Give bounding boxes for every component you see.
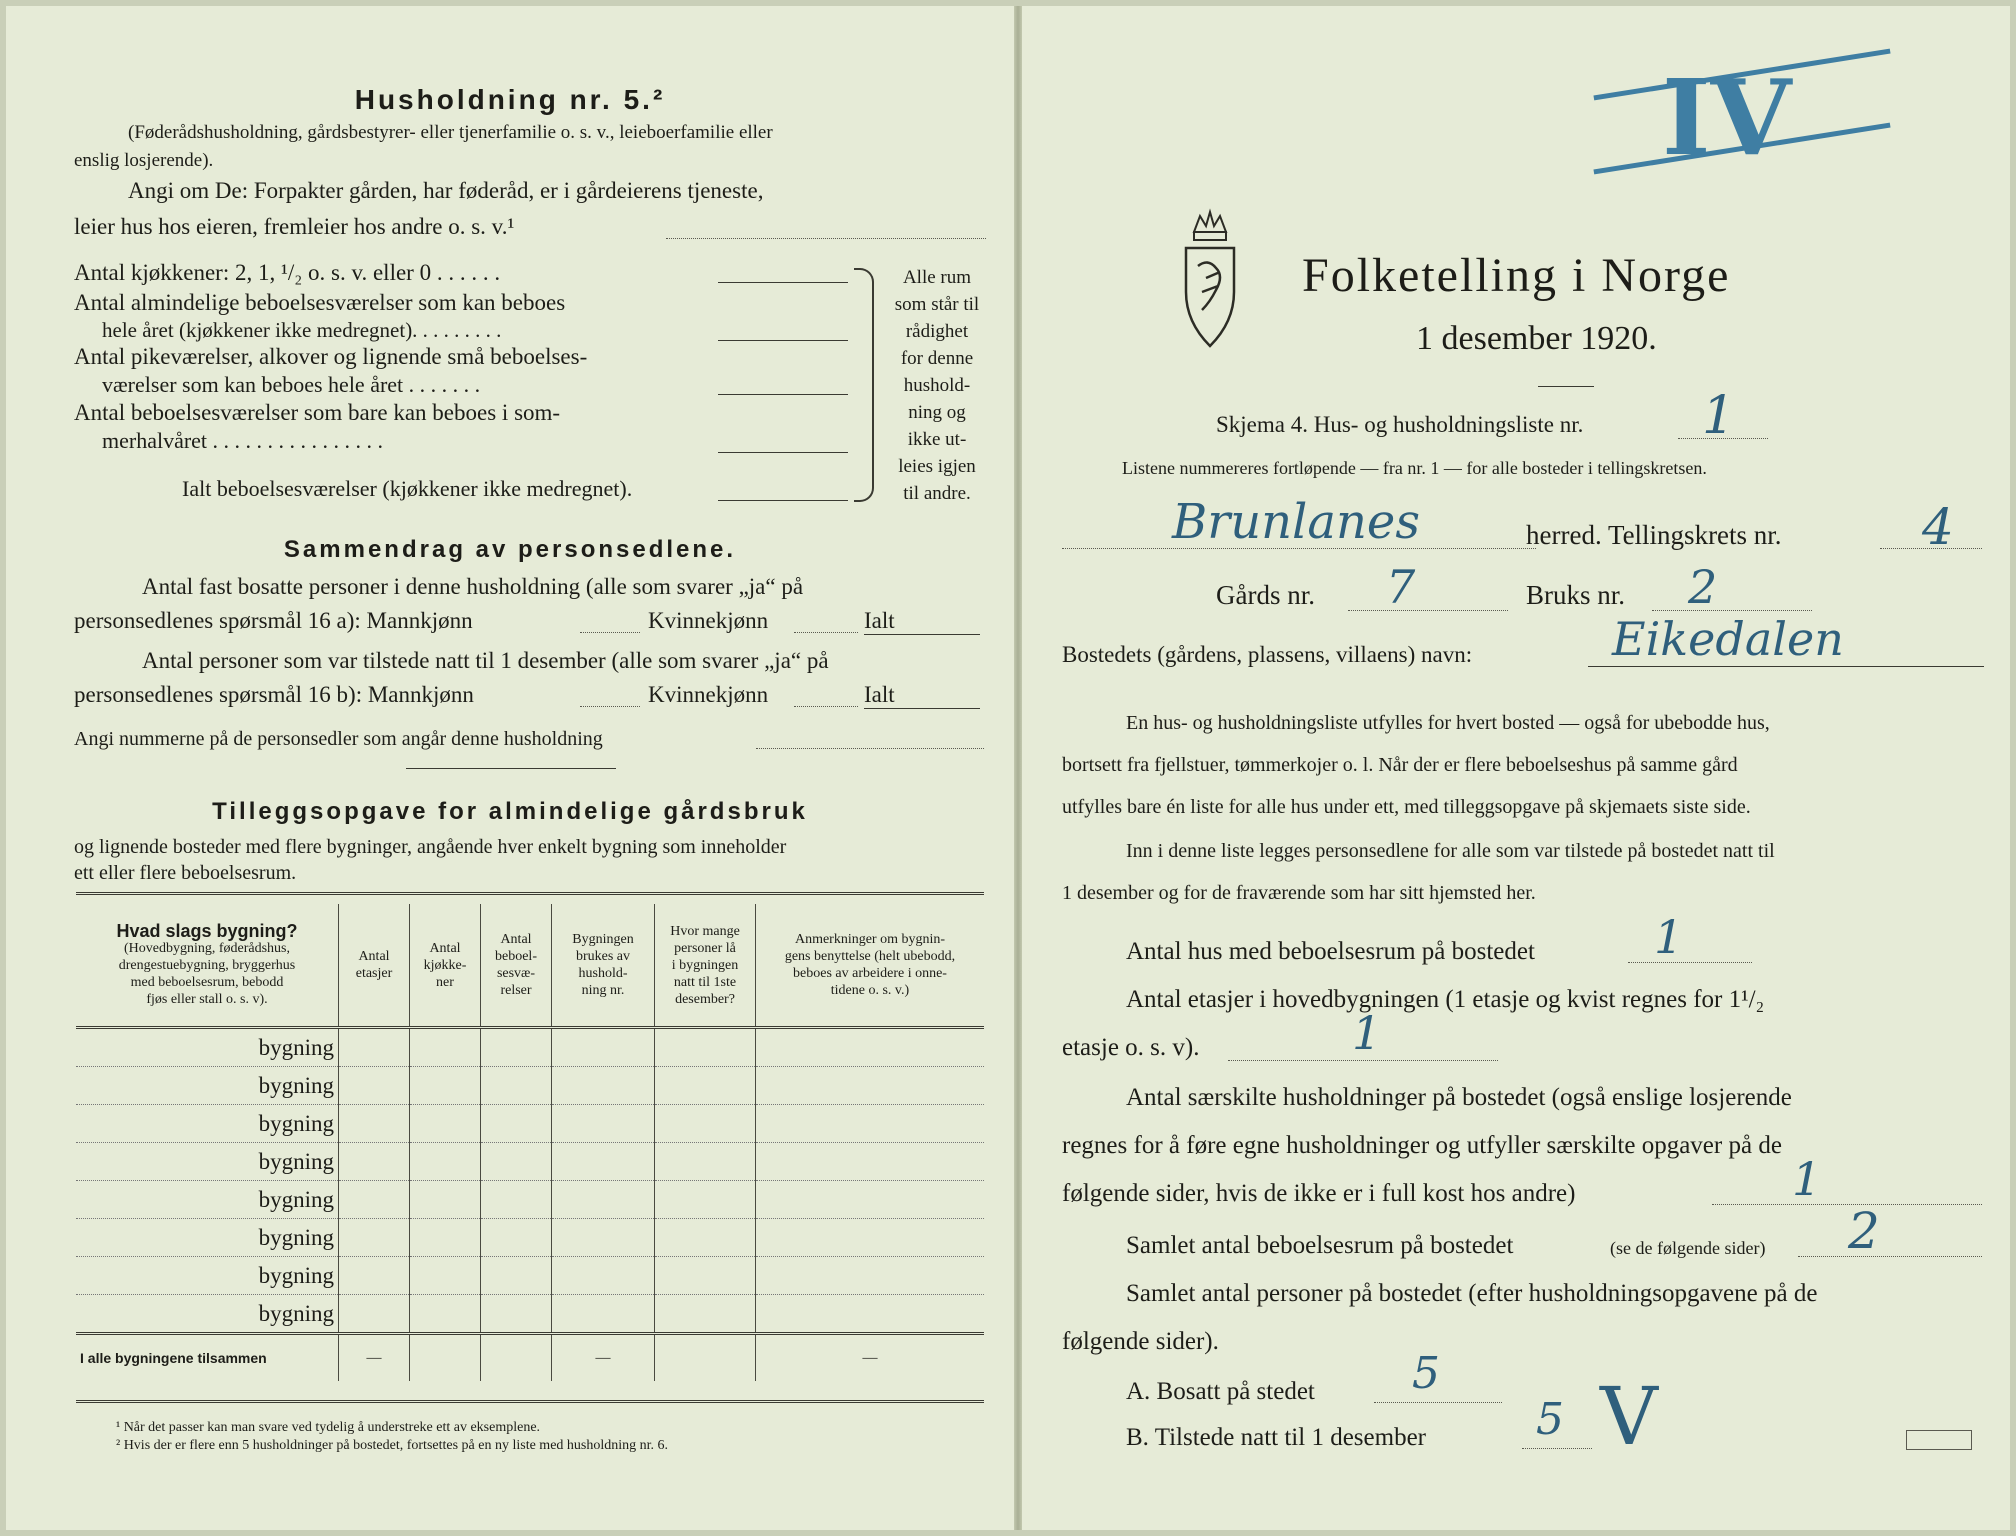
q-present-line[interactable] bbox=[1522, 1448, 1592, 1449]
herred-label: herred. Tellingskrets nr. bbox=[1526, 520, 1782, 550]
table-top-rule bbox=[76, 892, 984, 895]
supplement-text-2: ett eller flere beboelsesrum. bbox=[74, 862, 297, 884]
brace-note-line: for denne bbox=[900, 348, 974, 369]
table-cell[interactable] bbox=[481, 1295, 552, 1334]
building-type-cell[interactable] bbox=[76, 1067, 339, 1105]
q-rooms-line[interactable] bbox=[1798, 1256, 1982, 1257]
table-cell[interactable] bbox=[410, 1028, 481, 1067]
bosted-label: Bostedets (gårdens, plassens, villaens) navn: bbox=[1062, 642, 1473, 667]
summary-numbers-label: Angi nummerne på de personsedler som angår denne husholdning bbox=[74, 728, 603, 750]
table-cell[interactable] bbox=[410, 1067, 481, 1105]
summary-men-label-2: personsedlenes spørsmål 16 b): Mannkjønn bbox=[74, 682, 474, 707]
table-cell[interactable] bbox=[481, 1219, 552, 1257]
table-cell[interactable] bbox=[655, 1257, 756, 1295]
table-cell[interactable] bbox=[339, 1105, 410, 1143]
building-type-cell[interactable] bbox=[76, 1219, 339, 1257]
herred-value[interactable]: Brunlanes bbox=[1172, 494, 1420, 550]
building-row-label: bygning bbox=[258, 1034, 334, 1060]
q-rooms-value[interactable]: 2 bbox=[1848, 1202, 1880, 1260]
rooms-summer: Antal beboelsesværelser som bare kan beboes i som- bbox=[74, 400, 561, 425]
table-cell[interactable] bbox=[552, 1028, 655, 1067]
building-row-label: bygning bbox=[258, 1262, 334, 1288]
q-households-line-3: følgende sider, hvis de ikke er i full kost hos andre) bbox=[1062, 1180, 1576, 1207]
building-row-label: bygning bbox=[258, 1300, 334, 1326]
instruction-line-4: Inn i denne liste legges personsedlene for alle som var tilstede på bostedet natt til bbox=[1126, 840, 1775, 862]
brace bbox=[854, 268, 874, 502]
instruction-line-5: 1 desember og for de fraværende som har sitt hjemsted her. bbox=[1062, 882, 1536, 904]
q-resident-label: A. Bosatt på stedet bbox=[1126, 1378, 1315, 1405]
table-cell[interactable] bbox=[756, 1143, 985, 1181]
answer-line-maid[interactable] bbox=[718, 394, 848, 395]
census-date: 1 desember 1920. bbox=[1416, 320, 1657, 357]
table-cell[interactable] bbox=[481, 1257, 552, 1295]
table-cell[interactable] bbox=[552, 1105, 655, 1143]
table-cell[interactable] bbox=[552, 1067, 655, 1105]
header-text: gens benyttelse (helt ubebodd, bbox=[784, 949, 956, 964]
summary-ialt-line-2[interactable] bbox=[864, 708, 980, 709]
table-cell[interactable] bbox=[655, 1105, 756, 1143]
table-cell[interactable] bbox=[481, 1028, 552, 1067]
header-text: ner bbox=[436, 974, 454, 990]
table-cell[interactable] bbox=[655, 1067, 756, 1105]
building-row-label: bygning bbox=[258, 1148, 334, 1174]
col-header-used-by bbox=[552, 904, 655, 1028]
brace-note-line: leies igjen bbox=[898, 456, 976, 477]
brace-note-line: rådighet bbox=[905, 321, 969, 342]
q-houses-label: Antal hus med beboelsesrum på bostedet bbox=[1126, 938, 1535, 965]
table-cell[interactable] bbox=[655, 1143, 756, 1181]
rooms-summer-cont: merhalvåret . . . . . . . . . . . . . . . . bbox=[102, 428, 384, 453]
table-row bbox=[76, 1067, 984, 1105]
header-text: drengestuebygning, bryggerhus bbox=[118, 957, 296, 973]
total-cell[interactable]: — bbox=[552, 1334, 655, 1382]
summary-ialt-line[interactable] bbox=[864, 634, 980, 635]
rooms-ordinary-cont: hele året (kjøkkener ikke medregnet). . . . . . . . . bbox=[102, 318, 502, 342]
table-cell[interactable] bbox=[339, 1067, 410, 1105]
table-cell[interactable] bbox=[552, 1219, 655, 1257]
table-cell[interactable] bbox=[339, 1257, 410, 1295]
table-cell[interactable] bbox=[339, 1295, 410, 1334]
q-persons-line-1: Samlet antal personer på bostedet (efter husholdningsopgavene på de bbox=[1126, 1280, 1818, 1307]
footnote-1: ¹ Når det passer kan man svare ved tydelig å understreke ett av eksemplene. bbox=[116, 1420, 541, 1435]
col-header-remarks bbox=[756, 904, 985, 1028]
table-row bbox=[76, 1257, 984, 1295]
brace-note-line: ning og bbox=[908, 402, 966, 423]
header-text: (Hovedbygning, føderådshus, bbox=[123, 940, 291, 956]
table-cell[interactable] bbox=[655, 1295, 756, 1334]
krets-line[interactable] bbox=[1880, 548, 1982, 549]
q-floors-value[interactable]: 1 bbox=[1352, 1006, 1382, 1060]
summary-ialt-label-2: Ialt bbox=[864, 682, 895, 707]
angi-answer-line[interactable] bbox=[666, 238, 986, 239]
gards-label: Gårds nr. bbox=[1216, 580, 1315, 610]
schema-label: Skjema 4. Hus- og husholdningsliste nr. bbox=[1216, 412, 1584, 437]
header-text: Antal bbox=[358, 949, 390, 964]
table-cell[interactable] bbox=[410, 1295, 481, 1334]
header-text: ning nr. bbox=[581, 983, 625, 998]
brace-note-line: ikke ut- bbox=[907, 429, 967, 450]
table-cell[interactable] bbox=[756, 1067, 985, 1105]
page-fold bbox=[1014, 6, 1022, 1530]
table-row bbox=[76, 1105, 984, 1143]
answer-line-ordinary[interactable] bbox=[718, 340, 848, 341]
header-text: Bygningen bbox=[572, 932, 634, 947]
header-text: beboel- bbox=[495, 949, 537, 964]
brace-note-line: til andre. bbox=[903, 483, 971, 504]
table-cell[interactable] bbox=[756, 1105, 985, 1143]
col-header-kitchens bbox=[410, 904, 481, 1028]
table-total-row bbox=[76, 1334, 984, 1382]
instruction-line-2: bortsett fra fjellstuer, tømmerkojer o. l. Når der er flere beboelseshus på samme gård bbox=[1062, 754, 1738, 776]
building-type-cell[interactable] bbox=[76, 1257, 339, 1295]
total-cell[interactable] bbox=[655, 1334, 756, 1382]
table-cell[interactable] bbox=[756, 1181, 985, 1219]
summary-numbers-line[interactable] bbox=[756, 748, 984, 749]
rooms-ordinary: Antal almindelige beboelsesværelser som kan beboes bbox=[74, 290, 566, 315]
summary-women-label-2: Kvinnekjønn bbox=[648, 682, 769, 707]
table-cell[interactable] bbox=[756, 1295, 985, 1334]
table-cell[interactable] bbox=[552, 1295, 655, 1334]
q-households-line-1: Antal særskilte husholdninger på bostedet (også enslige losjerende bbox=[1126, 1084, 1792, 1111]
table-cell[interactable] bbox=[481, 1105, 552, 1143]
building-type-cell[interactable] bbox=[76, 1181, 339, 1219]
col-header-building-type bbox=[76, 904, 339, 1028]
summary-line-1: Antal fast bosatte personer i denne husholdning (alle som svarer „ja“ på bbox=[142, 574, 804, 599]
q-present-value[interactable]: 5 bbox=[1536, 1394, 1564, 1445]
q-households-line[interactable] bbox=[1712, 1204, 1982, 1205]
table-cell[interactable] bbox=[552, 1143, 655, 1181]
col-header-rooms bbox=[481, 904, 552, 1028]
table-cell[interactable] bbox=[481, 1067, 552, 1105]
rooms-kitchens: Antal kjøkkener: 2, 1, ¹/₂ o. s. v. eller 0 . . . . . . bbox=[74, 260, 501, 285]
summary-women-line-2[interactable] bbox=[794, 706, 858, 707]
header-text: beboes av arbeidere i onne- bbox=[793, 966, 947, 981]
header-text: Hvad slags bygning? bbox=[116, 920, 298, 941]
table-cell[interactable] bbox=[655, 1181, 756, 1219]
bruks-line[interactable] bbox=[1652, 610, 1812, 611]
header-text: sesvæ- bbox=[496, 966, 536, 981]
section-divider bbox=[406, 768, 616, 769]
col-header-persons bbox=[655, 904, 756, 1028]
building-row-label: bygning bbox=[258, 1110, 334, 1136]
table-cell[interactable] bbox=[410, 1257, 481, 1295]
table-cell[interactable] bbox=[339, 1143, 410, 1181]
table-cell[interactable] bbox=[410, 1219, 481, 1257]
intro-line-2: enslig losjerende). bbox=[74, 150, 214, 171]
summary-men-line-2[interactable] bbox=[580, 706, 640, 707]
table-row bbox=[76, 1219, 984, 1257]
q-resident-value[interactable]: 5 bbox=[1412, 1348, 1440, 1399]
building-row-label: bygning bbox=[258, 1186, 334, 1212]
numbering-note: Listene nummereres fortløpende — fra nr. 1 — for alle bosteder i tellingskretsen. bbox=[1122, 458, 1707, 478]
supplement-text-1: og lignende bosteder med flere bygninger, angående hver enkelt bygning som inneholder bbox=[74, 836, 787, 858]
table-cell[interactable] bbox=[410, 1143, 481, 1181]
brace-note-line: som står til bbox=[894, 294, 980, 315]
table-cell[interactable] bbox=[339, 1181, 410, 1219]
q-houses-line[interactable] bbox=[1628, 962, 1752, 963]
schema-number-value[interactable]: 1 bbox=[1702, 386, 1736, 446]
check-mark: V bbox=[1600, 1370, 1658, 1463]
header-text: Antal bbox=[500, 932, 532, 947]
table-cell[interactable] bbox=[410, 1105, 481, 1143]
building-row-label: bygning bbox=[258, 1072, 334, 1098]
table-cell[interactable] bbox=[655, 1219, 756, 1257]
header-text: fjøs eller stall o. s. v). bbox=[146, 991, 268, 1007]
table-cell[interactable] bbox=[655, 1028, 756, 1067]
rooms-maid-cont: værelser som kan beboes hele året . . . . . . . bbox=[102, 372, 481, 397]
main-title: Folketelling i Norge bbox=[1302, 249, 1731, 302]
supplement-title: Tilleggsopgave for almindelige gårdsbruk bbox=[212, 798, 808, 825]
printer-mark bbox=[1906, 1430, 1972, 1450]
gards-value[interactable]: 7 bbox=[1386, 560, 1416, 614]
gards-line[interactable] bbox=[1348, 610, 1508, 611]
building-type-cell[interactable] bbox=[76, 1105, 339, 1143]
q-present-label: B. Tilstede natt til 1 desember bbox=[1126, 1424, 1426, 1451]
header-text: Hvor mange bbox=[670, 923, 740, 939]
building-row-label: bygning bbox=[258, 1224, 334, 1250]
q-floors-line[interactable] bbox=[1228, 1060, 1498, 1061]
instruction-line-3: utfylles bare én liste for alle hus under ett, med tilleggsopgave på skjemaets siste side. bbox=[1062, 796, 1751, 818]
table-row bbox=[76, 1028, 984, 1067]
summary-men-label: personsedlenes spørsmål 16 a): Mannkjønn bbox=[74, 608, 473, 633]
brace-note bbox=[872, 264, 1002, 507]
herred-line[interactable] bbox=[1062, 548, 1536, 549]
header-text: tidene o. s. v.) bbox=[830, 983, 910, 998]
total-cell[interactable] bbox=[410, 1334, 481, 1382]
table-bottom-rule bbox=[76, 1400, 984, 1403]
footnote-2: ² Hvis der er flere enn 5 husholdninger på bostedet, fortsettes på en ny liste med husholdning nr. 6. bbox=[116, 1438, 669, 1453]
summary-ialt-label: Ialt bbox=[864, 608, 895, 633]
building-type-cell[interactable] bbox=[76, 1028, 339, 1067]
header-text: Anmerkninger om bygnin- bbox=[794, 932, 946, 947]
table-row bbox=[76, 1143, 984, 1181]
q-floors-line-2: etasje o. s. v). bbox=[1062, 1034, 1200, 1061]
table-cell[interactable] bbox=[410, 1181, 481, 1219]
instruction-line-1: En hus- og husholdningsliste utfylles for hvert bosted — også for ubebodde hus, bbox=[1126, 712, 1770, 734]
rooms-maid: Antal pikeværelser, alkover og lignende små beboelses- bbox=[74, 344, 588, 369]
table-cell[interactable] bbox=[552, 1257, 655, 1295]
header-text: etasjer bbox=[355, 966, 393, 981]
table-cell[interactable] bbox=[756, 1028, 985, 1067]
q-households-value[interactable]: 1 bbox=[1792, 1152, 1822, 1206]
stamp-text: IV bbox=[1662, 56, 1792, 179]
total-cell[interactable] bbox=[481, 1334, 552, 1382]
table-cell[interactable] bbox=[481, 1181, 552, 1219]
header-text: kjøkke- bbox=[423, 957, 467, 973]
q-resident-line[interactable] bbox=[1374, 1402, 1502, 1403]
table-cell[interactable] bbox=[339, 1028, 410, 1067]
building-type-cell[interactable] bbox=[76, 1143, 339, 1181]
angi-line-1: Angi om De: Forpakter gården, har føderåd, er i gårdeierens tjeneste, bbox=[128, 178, 764, 203]
q-rooms-note: (se de følgende sider) bbox=[1610, 1238, 1766, 1258]
buildings-table bbox=[76, 904, 984, 1381]
household-title: Husholdning nr. 5.² bbox=[354, 84, 666, 115]
answer-line-summer[interactable] bbox=[718, 452, 848, 453]
col-header-floors bbox=[339, 904, 410, 1028]
answer-line-kitchens[interactable] bbox=[718, 282, 848, 283]
header-text: hushold- bbox=[578, 966, 628, 981]
brace-note-line: Alle rum bbox=[902, 267, 972, 288]
roman-numeral-stamp bbox=[1582, 56, 1902, 202]
q-floors-line-1: Antal etasjer i hovedbygningen (1 etasje og kvist regnes for 1¹/₂ bbox=[1126, 986, 1765, 1013]
intro-line-1: (Føderådshusholdning, gårdsbestyrer- eller tjenerfamilie o. s. v., leieboerfamilie eller bbox=[128, 122, 773, 143]
census-form-sheet bbox=[6, 6, 2010, 1530]
table-row bbox=[76, 1295, 984, 1334]
ialt-rooms-label: Ialt beboelsesværelser (kjøkkener ikke medregnet). bbox=[182, 476, 633, 501]
answer-line-ialt-rooms[interactable] bbox=[718, 500, 848, 501]
bruks-label: Bruks nr. bbox=[1526, 580, 1626, 610]
summary-men-line[interactable] bbox=[580, 632, 640, 633]
table-row bbox=[76, 1181, 984, 1219]
table-cell[interactable] bbox=[756, 1219, 985, 1257]
table-cell[interactable] bbox=[552, 1181, 655, 1219]
angi-line-2: leier hus hos eieren, fremleier hos andre o. s. v.¹ bbox=[74, 214, 515, 239]
header-text: natt til 1ste bbox=[673, 974, 737, 990]
q-houses-value[interactable]: 1 bbox=[1654, 910, 1684, 964]
q-households-line-2: regnes for å føre egne husholdninger og utfyller særskilte opgaver på de bbox=[1062, 1132, 1782, 1159]
table-cell[interactable] bbox=[339, 1219, 410, 1257]
summary-title: Sammendrag av personsedlene. bbox=[283, 536, 737, 563]
summary-women-line[interactable] bbox=[794, 632, 858, 633]
header-text: Antal bbox=[429, 940, 461, 956]
header-text: desember? bbox=[675, 991, 735, 1007]
brace-note-line: hushold- bbox=[903, 375, 971, 396]
bosted-line[interactable] bbox=[1588, 666, 1984, 667]
header-text: personer lå bbox=[674, 940, 736, 956]
total-cell[interactable]: — bbox=[339, 1334, 410, 1382]
summary-women-label: Kvinnekjønn bbox=[648, 608, 769, 633]
title-divider bbox=[1538, 386, 1594, 387]
left-page bbox=[6, 6, 1014, 1530]
header-text: i bygningen bbox=[671, 957, 739, 973]
table-cell[interactable] bbox=[756, 1257, 985, 1295]
header-text: med beboelsesrum, bebodd bbox=[130, 974, 284, 990]
q-rooms-label: Samlet antal beboelsesrum på bostedet bbox=[1126, 1232, 1514, 1259]
summary-line-2: Antal personer som var tilstede natt til 1 desember (alle som svarer „ja“ på bbox=[142, 648, 829, 673]
right-page bbox=[1022, 6, 2010, 1530]
bosted-value[interactable]: Eikedalen bbox=[1612, 612, 1844, 666]
header-text: relser bbox=[500, 983, 532, 998]
total-label: I alle bygningene tilsammen bbox=[76, 1334, 339, 1382]
bruks-value[interactable]: 2 bbox=[1688, 560, 1718, 614]
norway-coat-of-arms-icon bbox=[1180, 206, 1240, 356]
total-cell[interactable]: — bbox=[756, 1334, 985, 1382]
header-text: brukes av bbox=[575, 949, 631, 964]
table-cell[interactable] bbox=[481, 1143, 552, 1181]
krets-value[interactable]: 4 bbox=[1922, 498, 1954, 556]
building-type-cell[interactable] bbox=[76, 1295, 339, 1334]
q-persons-line-2: følgende sider). bbox=[1062, 1328, 1219, 1355]
